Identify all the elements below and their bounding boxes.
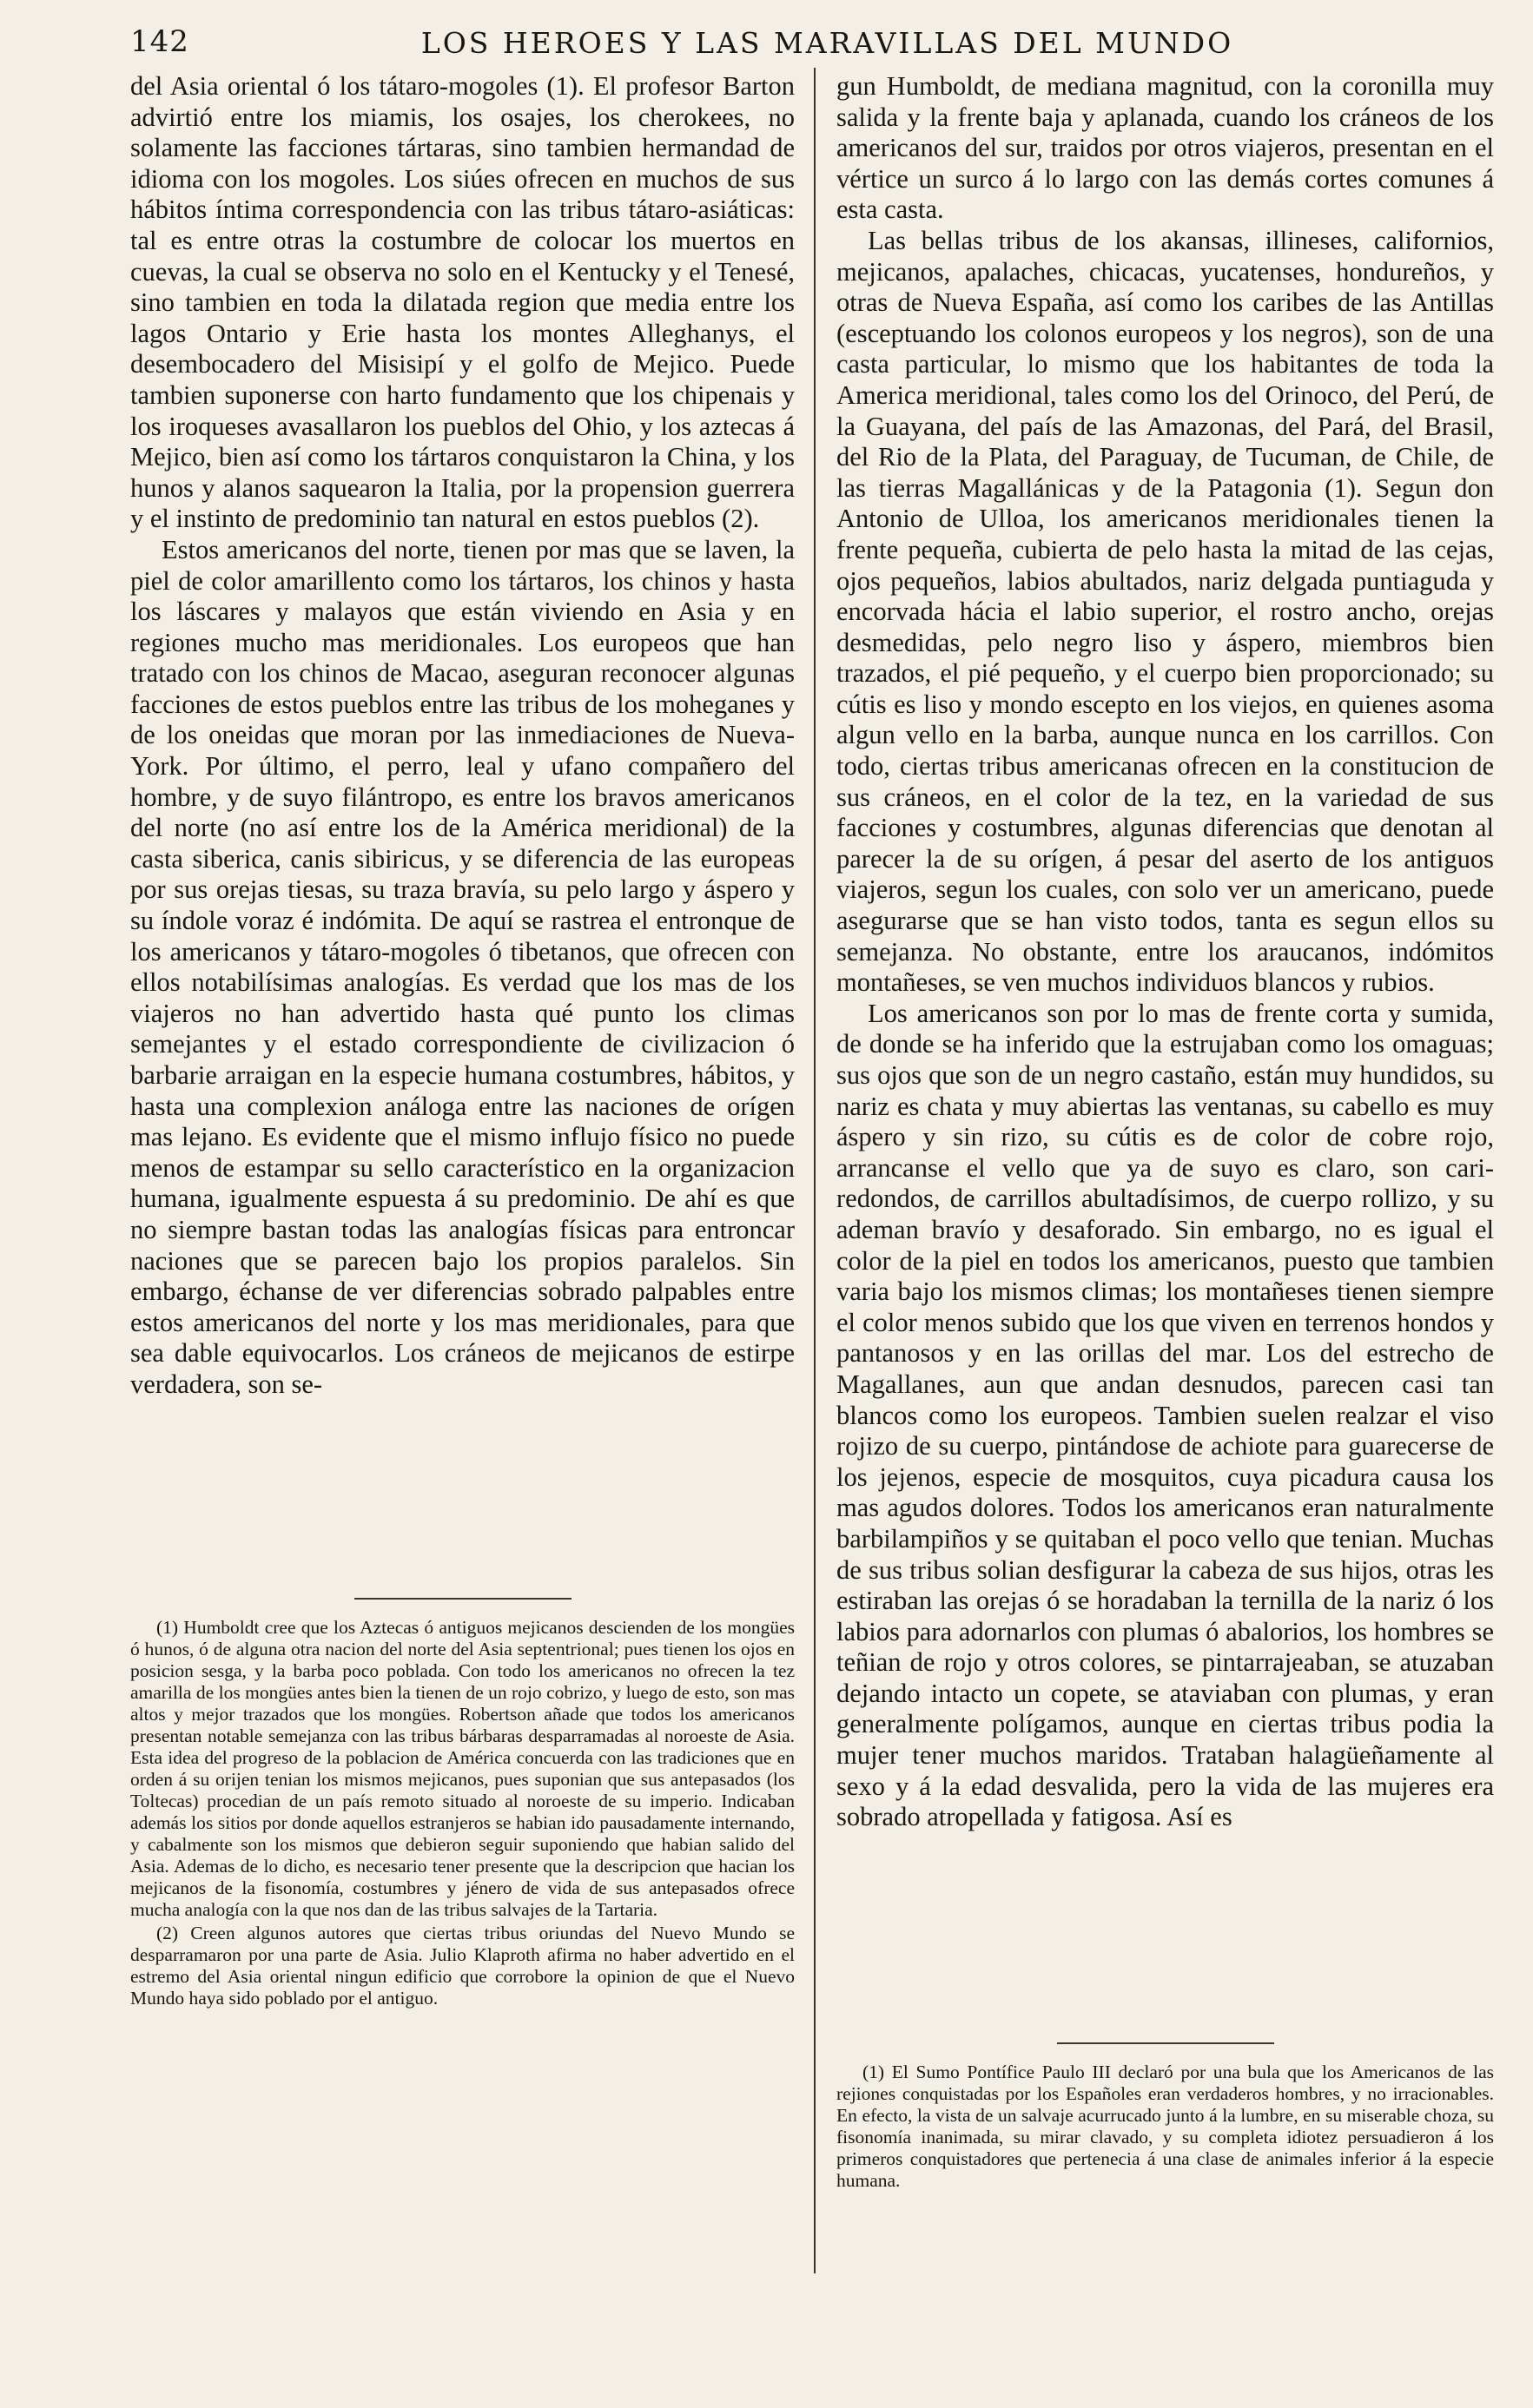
paragraph: del Asia oriental ó los tátaro-mogoles (1). El profesor Barton advirtió entre los miamis, los osajes, los cherokees, no solamente las facciones tártaras, sino tambien hermandad de idioma con los mogoles. Los siúes ofrecen en muchos de sus hábitos íntima correspondencia con las tribus tátaro-asiáticas: tal es entre otras la costumbre de colocar los muertos en cuevas, la cual se observa no solo en el Kentucky y el Tenesé, sino tambien en toda la dilatada region que media entre los lagos Ontario y Erie hasta los montes Alleghanys, el desembocadero del Misisipí y el golfo de Mejico. Puede tambien suponerse con harto fundamento que los chipenais y los iroqueses avasallaron los pueblos del Ohio, y los aztecas á Mejico, bien así como los tártaros conquistaron la China, y los hunos y alanos saquearon la Italia, por la propension guerrera y el instinto de predominio tan natural en estos pueblos (2). bbox=[130, 71, 795, 534]
footnotes-left bbox=[130, 1598, 795, 2011]
left-column bbox=[130, 71, 795, 1547]
page-number: 142 bbox=[130, 24, 189, 59]
right-body-text bbox=[836, 71, 1494, 1999]
footnotes-right bbox=[836, 2042, 1494, 2194]
column-rule bbox=[814, 68, 816, 2273]
footnote-rule bbox=[354, 1598, 572, 1600]
footnote: (2) Creen algunos autores que ciertas tribus oriundas del Nuevo Mundo se desparramaron por una parte de Asia. Julio Klaproth afirma no haber advertido en el estremo del Asia oriental ningun edificio que corrobore la opinion de que el Nuevo Mundo haya sido poblado por el antiguo. bbox=[130, 1923, 795, 2009]
paragraph: Las bellas tribus de los akansas, illineses, californios, mejicanos, apalaches, chicacas, yucatenses, hondureños, y otras de Nueva España, así como los caribes de las Antillas (esceptuando los colonos europeos y los negros), son de una casta particular, lo mismo que los habitantes de toda la America meridional, tales como los del Orinoco, del Perú, de la Guayana, del país de las Amazonas, del Pará, del Brasil, del Rio de la Plata, del Paraguay, de Tucuman, de Chile, de las tierras Magallánicas y de la Patagonia (1). Segun don Antonio de Ulloa, los americanos meridionales tienen la frente pequeña, cubierta de pelo hasta la mitad de las cejas, ojos pequeños, labios abultados, nariz delgada puntiaguda y encorvada hácia el labio superior, el rostro ancho, orejas desmedidas, pelo negro liso y áspero, miembros bien trazados, el pié pequeño, y el cuerpo bien proporcionado; su cútis es liso y mondo escepto en los viejos, en quienes asoma algun vello en la barba, aunque nunca en los carrillos. Con todo, ciertas tribus americanas ofrecen en la constitucion de sus cráneos, en el color de la tez, en la variedad de sus facciones y costumbres, algunas diferencias que denotan al parecer la de su orígen, á pesar del aserto de los antiguos viajeros, segun los cuales, con solo ver un americano, puede asegurarse que se han visto todos, tanta es segun ellos su semejanza. No obstante, entre los araucanos, indómitos montañeses, se ven muchos individuos blancos y rubios. bbox=[836, 225, 1494, 998]
footnote-rule bbox=[1057, 2042, 1274, 2044]
running-title: LOS HEROES Y LAS MARAVILLAS DEL MUNDO bbox=[420, 26, 1234, 60]
right-column bbox=[836, 71, 1494, 1999]
footnote: (1) El Sumo Pontífice Paulo III declaró por una bula que los Americanos de las rejiones conquistadas por los Españoles eran verdaderos hombres, y no irracionables. En efecto, la vista de un salvaje acurrucado junto á la lumbre, en su miserable choza, su fisonomía inanimada, su mirar clavado, y su completa idiotez persuadieron á los primeros conquistadores que pertenecia á una clase de animales inferior á la especie humana. bbox=[836, 2062, 1494, 2191]
paragraph: Los americanos son por lo mas de frente corta y sumida, de donde se ha inferido que la estrujaban como los omaguas; sus ojos que son de un negro castaño, están muy hundidos, su nariz es chata y muy abiertas las ventanas, su cabello es muy áspero y sin rizo, su cútis es de color de cobre rojo, arrancanse el vello que ya de suyo es claro, son cari-redondos, de carrillos abultadísimos, de cuerpo rollizo, y su ademan bravío y desaforado. Sin embargo, no es igual el color de la piel en todos los americanos, puesto que tambien varia bajo los mismos climas; los montañeses tienen siempre el color menos subido que los que viven en terrenos hondos y pantanosos y en las orillas del mar. Los del estrecho de Magallanes, aun que andan desnudos, parecen casi tan blancos como los europeos. Tambien suelen realzar el viso rojizo de su cuerpo, pintándose de achiote para guarecerse de los jejenos, especie de mosquitos, cuya picadura causa los mas agudos dolores. Todos los americanos eran naturalmente barbilampiños y se quitaban el poco vello que tenian. Muchas de sus tribus solian desfigurar la cabeza de sus hijos, otras les estiraban las orejas ó se horadaban la ternilla de la nariz ó los labios para adornarlos con plumas ó abalorios, los hombres se teñian de rojo y otros colores, se pintarrajeaban, se atuzaban dejando intacto un copete, se ataviaban con plumas, y eran generalmente polígamos, aunque en ciertas tribus podia la mujer tener muchos maridos. Trataban halagüeñamente al sexo y á la edad desvalida, pero la vida de las mujeres era sobrado atropellada y fatigosa. Así es bbox=[836, 998, 1494, 1832]
footnote: (1) Humboldt cree que los Aztecas ó antiguos mejicanos descienden de los mongües ó hunos, ó de alguna otra nacion del norte del Asia septentrional; pues tienen los ojos en posicion sesga, y la barba poco poblada. Con todo los americanos no ofrecen la tez amarilla de los mongües antes bien la tienen de un rojo cobrizo, y luego de esto, son mas altos y mejor trazados que los mongües. Robertson añade que todos los americanos presentan notable semejanza con las tribus bárbaras desparramadas al noroeste de Asia. Esta idea del progreso de la poblacion de América concuerda con las tradiciones que en orden á su orijen tenian los mismos mejicanos, pues suponian que sus antepasados (los Toltecas) procedian de un país remoto situado al noroeste de su imperio. Indicaban además los sitios por donde aquellos estranjeros se habian ido pausadamente internando, y cabalmente son los mismos que debieron seguir suponiendo que habian salido del Asia. Ademas de lo dicho, es necesario tener presente que la descripcion que hacian los mejicanos de la fisonomía, costumbres y jénero de vida de sus antepasados ofrece mucha analogía con la que nos dan de las tribus salvajes de la Tartaria. bbox=[130, 1617, 795, 1920]
paragraph: gun Humboldt, de mediana magnitud, con la coronilla muy salida y la frente baja y aplanada, cuando los cráneos de los americanos del sur, traidos por otros viajeros, presentan en el vértice un surco á lo largo con las demás cortes comunes á esta casta. bbox=[836, 71, 1494, 225]
paragraph: Estos americanos del norte, tienen por mas que se laven, la piel de color amarillento como los tártaros, los chinos y hasta los láscares y malayos que están viviendo en Asia y en regiones mucho mas meridionales. Los europeos que han tratado con los chinos de Macao, aseguran reconocer algunas facciones de estos pueblos entre las tribus de los moheganes y de los oneidas que moran por las inmediaciones de Nueva-York. Por último, el perro, leal y ufano compañero del hombre, y de suyo filántropo, es entre los bravos americanos del norte (no así entre los de la América meridional) de la casta siberica, canis sibiricus, y se diferencia de las europeas por sus orejas tiesas, su traza bravía, su pelo largo y áspero y su índole voraz é indómita. De aquí se rastrea el entronque de los americanos y tátaro-mogoles ó tibetanos, que ofrecen con ellos notabilísimas analogías. Es verdad que los mas de los viajeros no han advertido hasta qué punto los climas semejantes y el estado correspondiente de civilizacion ó barbarie arraigan en la especie humana costumbres, hábitos, y hasta una complexion análoga entre las naciones de orígen mas lejano. Es evidente que el mismo influjo físico no puede menos de estampar su sello característico en la organizacion humana, igualmente espuesta á su predominio. De ahí es que no siempre bastan todas las analogías físicas para entroncar naciones que se parecen bajo los propios paralelos. Sin embargo, échanse de ver diferencias sobrado palpables entre estos americanos del norte y los mas meridionales, para que sea dable equivocarlos. Los cráneos de mejicanos de estirpe verdadera, son se- bbox=[130, 534, 795, 1399]
left-body-text bbox=[130, 71, 795, 1547]
